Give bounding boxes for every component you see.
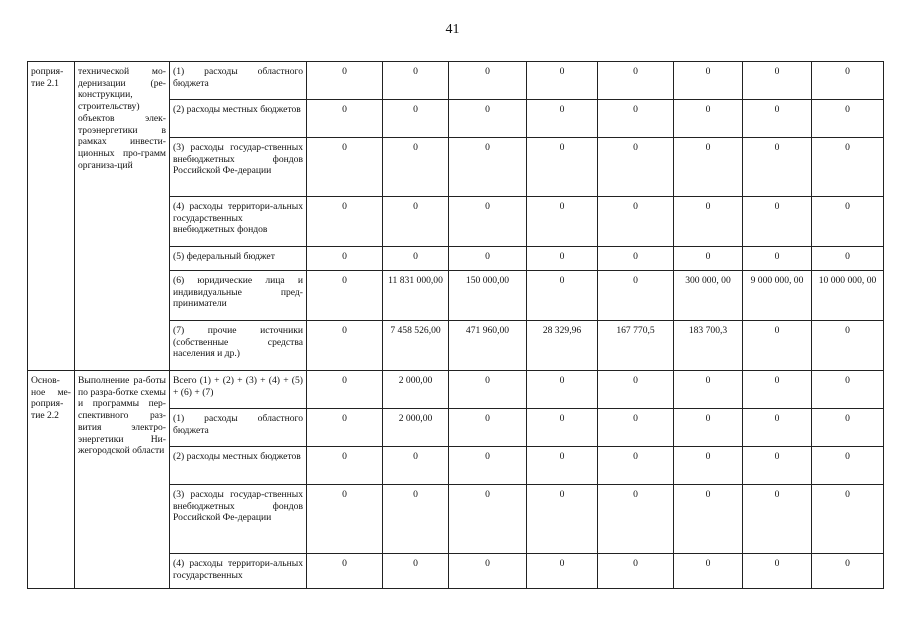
- budget-table-body: [28, 62, 884, 589]
- amount-cell: 0: [527, 100, 598, 138]
- amount-cell: 0: [383, 247, 449, 271]
- amount-cell: 0: [598, 271, 674, 321]
- amount-cell: 0: [307, 447, 383, 485]
- amount-cell: 0: [527, 485, 598, 554]
- amount-cell: 0: [812, 247, 884, 271]
- amount-cell: 0: [812, 371, 884, 409]
- amount-cell: 0: [674, 554, 743, 589]
- funding-source-label: Всего (1) + (2) + (3) + (4) + (5) + (6) + (7): [170, 371, 307, 409]
- amount-cell: 0: [307, 100, 383, 138]
- amount-cell: 0: [598, 100, 674, 138]
- amount-cell: 0: [812, 554, 884, 589]
- amount-cell: 0: [812, 447, 884, 485]
- amount-cell: 0: [812, 485, 884, 554]
- measure-name-cell: технической мо-дернизации (ре-конструкции, строительству) объектов элек-троэнергетики в рамках инвести-ционных про-грамм организа-ций: [75, 62, 170, 371]
- amount-cell: 0: [449, 62, 527, 100]
- amount-cell: 2 000,00: [383, 409, 449, 447]
- amount-cell: 0: [598, 447, 674, 485]
- amount-cell: 0: [307, 197, 383, 247]
- funding-source-label: (3) расходы государ-ственных внебюджетных фондов Российской Фе-дерации: [170, 485, 307, 554]
- amount-cell: 0: [383, 62, 449, 100]
- amount-cell: 0: [743, 138, 812, 197]
- amount-cell: 0: [674, 62, 743, 100]
- page-number: 41: [445, 22, 460, 37]
- amount-cell: 0: [743, 485, 812, 554]
- amount-cell: 0: [674, 409, 743, 447]
- amount-cell: 2 000,00: [383, 371, 449, 409]
- amount-cell: 0: [743, 447, 812, 485]
- amount-cell: 0: [598, 138, 674, 197]
- amount-cell: 0: [674, 247, 743, 271]
- amount-cell: 0: [307, 485, 383, 554]
- amount-cell: 0: [527, 62, 598, 100]
- amount-cell: 0: [449, 447, 527, 485]
- amount-cell: 0: [812, 197, 884, 247]
- amount-cell: 0: [674, 371, 743, 409]
- amount-cell: 0: [598, 197, 674, 247]
- amount-cell: 9 000 000, 00: [743, 271, 812, 321]
- amount-cell: 0: [743, 371, 812, 409]
- amount-cell: 0: [383, 138, 449, 197]
- amount-cell: 0: [743, 247, 812, 271]
- amount-cell: 0: [449, 138, 527, 197]
- measure-code-cell: роприя-тие 2.1: [28, 62, 75, 371]
- amount-cell: 0: [812, 62, 884, 100]
- amount-cell: 0: [598, 409, 674, 447]
- amount-cell: 28 329,96: [527, 321, 598, 371]
- amount-cell: 0: [674, 197, 743, 247]
- amount-cell: 0: [383, 197, 449, 247]
- amount-cell: 0: [307, 271, 383, 321]
- amount-cell: 0: [449, 371, 527, 409]
- amount-cell: 0: [812, 321, 884, 371]
- amount-cell: 11 831 000,00: [383, 271, 449, 321]
- table-row: [28, 371, 884, 409]
- amount-cell: 0: [674, 485, 743, 554]
- amount-cell: 0: [383, 447, 449, 485]
- amount-cell: 7 458 526,00: [383, 321, 449, 371]
- amount-cell: 0: [812, 409, 884, 447]
- amount-cell: 10 000 000, 00: [812, 271, 884, 321]
- amount-cell: 0: [812, 138, 884, 197]
- amount-cell: 0: [598, 62, 674, 100]
- amount-cell: 300 000, 00: [674, 271, 743, 321]
- measure-name-cell: Выполнение ра-боты по разра-ботке схемы и программы пер-спективного раз-вития электро-энергетики Ни-жегородской области: [75, 371, 170, 589]
- amount-cell: 0: [307, 371, 383, 409]
- amount-cell: 167 770,5: [598, 321, 674, 371]
- amount-cell: 0: [449, 409, 527, 447]
- amount-cell: 0: [527, 247, 598, 271]
- budget-table: [27, 61, 884, 589]
- amount-cell: 0: [743, 409, 812, 447]
- funding-source-label: (2) расходы местных бюджетов: [170, 447, 307, 485]
- amount-cell: 0: [674, 100, 743, 138]
- amount-cell: 0: [743, 62, 812, 100]
- funding-source-label: (5) федеральный бюджет: [170, 247, 307, 271]
- amount-cell: 0: [674, 447, 743, 485]
- amount-cell: 0: [598, 371, 674, 409]
- amount-cell: 0: [598, 247, 674, 271]
- table-row: [28, 62, 884, 100]
- amount-cell: 0: [598, 554, 674, 589]
- amount-cell: 0: [527, 271, 598, 321]
- funding-source-label: (3) расходы государ-ственных внебюджетных фондов Российской Фе-дерации: [170, 138, 307, 197]
- amount-cell: 0: [307, 62, 383, 100]
- amount-cell: 0: [527, 197, 598, 247]
- amount-cell: 0: [383, 100, 449, 138]
- funding-source-label: (4) расходы территори-альных государственных: [170, 554, 307, 589]
- amount-cell: 150 000,00: [449, 271, 527, 321]
- amount-cell: 0: [307, 321, 383, 371]
- amount-cell: 0: [527, 554, 598, 589]
- funding-source-label: (1) расходы областного бюджета: [170, 409, 307, 447]
- amount-cell: 183 700,3: [674, 321, 743, 371]
- amount-cell: 0: [598, 485, 674, 554]
- funding-source-label: (2) расходы местных бюджетов: [170, 100, 307, 138]
- amount-cell: 0: [383, 554, 449, 589]
- amount-cell: 0: [449, 197, 527, 247]
- amount-cell: 0: [527, 447, 598, 485]
- amount-cell: 0: [449, 247, 527, 271]
- funding-source-label: (4) расходы территори-альных государственных внебюджетных фондов: [170, 197, 307, 247]
- amount-cell: 0: [383, 485, 449, 554]
- amount-cell: 0: [307, 554, 383, 589]
- funding-source-label: (6) юридические лица и индивидуальные пред-приниматели: [170, 271, 307, 321]
- amount-cell: 0: [527, 409, 598, 447]
- amount-cell: 0: [743, 321, 812, 371]
- amount-cell: 0: [307, 138, 383, 197]
- amount-cell: 0: [674, 138, 743, 197]
- amount-cell: 0: [449, 100, 527, 138]
- amount-cell: 0: [307, 247, 383, 271]
- amount-cell: 471 960,00: [449, 321, 527, 371]
- amount-cell: 0: [743, 100, 812, 138]
- measure-code-cell: Основ-ное ме-роприя-тие 2.2: [28, 371, 75, 589]
- amount-cell: 0: [307, 409, 383, 447]
- funding-source-label: (7) прочие источники (собственные средства населения и др.): [170, 321, 307, 371]
- amount-cell: 0: [743, 554, 812, 589]
- amount-cell: 0: [812, 100, 884, 138]
- amount-cell: 0: [527, 138, 598, 197]
- amount-cell: 0: [527, 371, 598, 409]
- amount-cell: 0: [449, 554, 527, 589]
- amount-cell: 0: [743, 197, 812, 247]
- funding-source-label: (1) расходы областного бюджета: [170, 62, 307, 100]
- amount-cell: 0: [449, 485, 527, 554]
